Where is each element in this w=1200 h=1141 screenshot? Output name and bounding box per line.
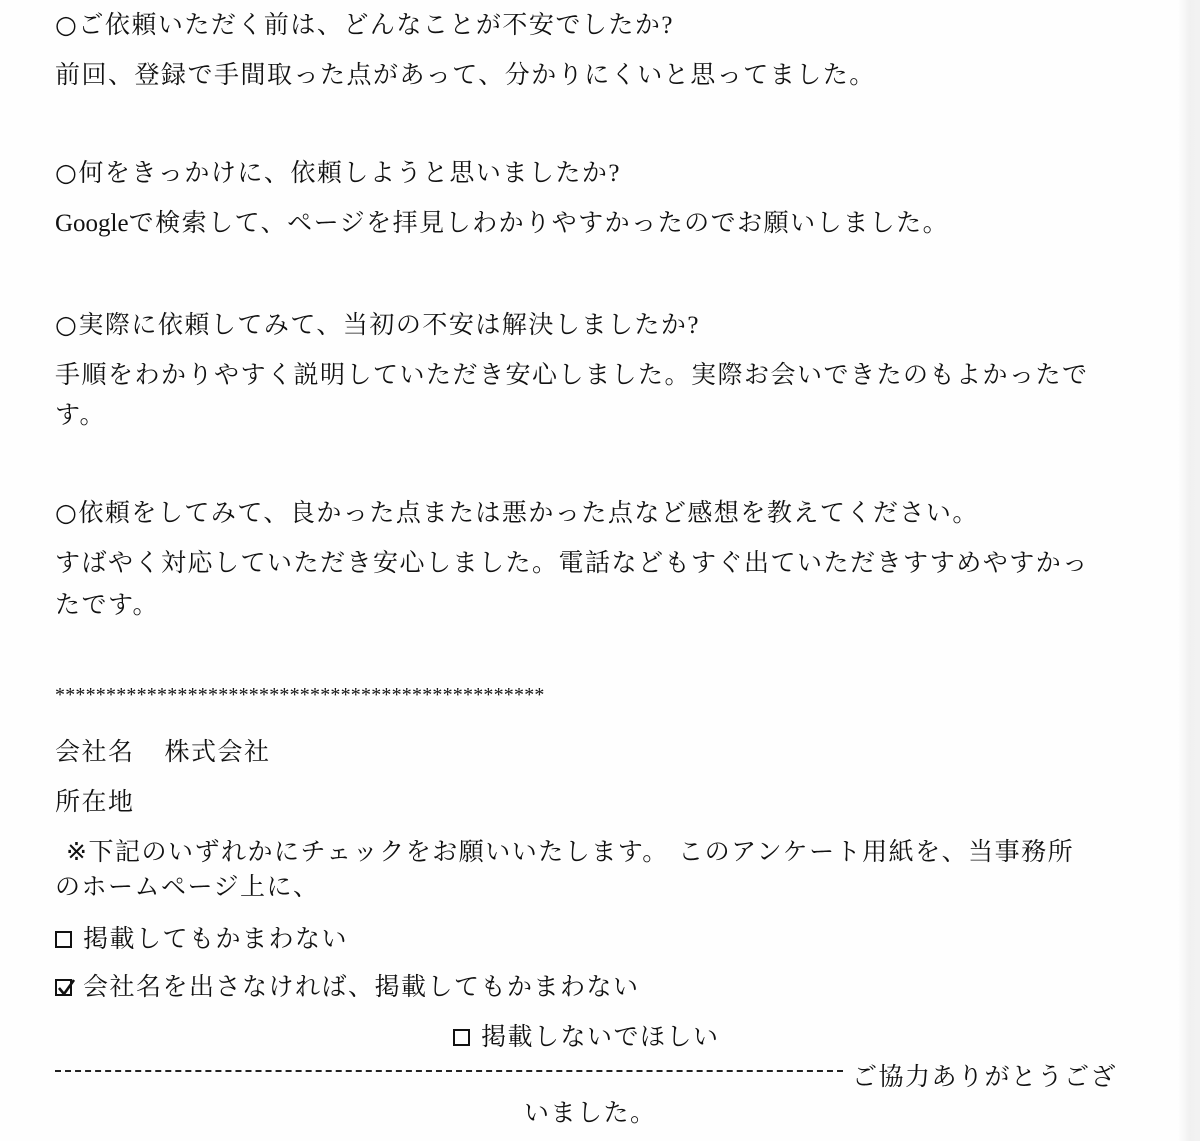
answer-2-line-1 bbox=[55, 208, 949, 239]
answer-3-line-1: 手順をわかりやすく説明していただき安心しました。実際お会いできたのもよかったで bbox=[55, 360, 1089, 389]
question-4: ○依頼をしてみて、良かった点または悪かった点など感想を教えてください。 bbox=[55, 498, 979, 527]
question-2 bbox=[55, 158, 619, 189]
address-label: 所在地 bbox=[55, 787, 135, 816]
question-2-mark: ? bbox=[608, 160, 620, 187]
option-3 bbox=[453, 1022, 720, 1052]
option-1 bbox=[55, 924, 348, 954]
question-3-mark: ? bbox=[687, 312, 699, 339]
answer-4-line-2: たです。 bbox=[55, 590, 160, 619]
answer-3-line-2: す。 bbox=[55, 400, 107, 429]
option-1-label: 掲載してもかまわない bbox=[83, 924, 349, 953]
closing-line-1: ご協力ありがとうござ bbox=[852, 1062, 1118, 1091]
question-3-text: ○実際に依頼してみて、当初の不安は解決しましたか bbox=[55, 310, 688, 339]
answer-2-google: Google bbox=[55, 210, 129, 237]
question-1-text: ○ご依頼いただく前は、どんなことが不安でしたか bbox=[55, 10, 662, 39]
question-3 bbox=[55, 310, 698, 341]
company-row bbox=[55, 737, 271, 767]
option-2-checkbox[interactable] bbox=[55, 979, 72, 996]
asterisk-separator: ************************************************ bbox=[55, 684, 545, 706]
option-2-label: 会社名を出さなければ、掲載してもかまわない bbox=[83, 972, 640, 1001]
notice-line-2: のホームページ上に、 bbox=[55, 872, 320, 901]
company-label: 会社名 bbox=[55, 737, 135, 766]
answer-2-text: で検索して、ページを拝見しわかりやすかったのでお願いしました。 bbox=[128, 208, 950, 237]
question-1-mark: ? bbox=[661, 12, 673, 39]
option-2 bbox=[55, 972, 640, 1002]
closing-line-2: いました。 bbox=[524, 1098, 657, 1127]
scan-edge-shadow bbox=[1178, 0, 1200, 1141]
company-value: 株式会社 bbox=[164, 737, 271, 766]
question-2-text: ○何をきっかけに、依頼しようと思いましたか bbox=[55, 158, 609, 187]
check-mark-icon bbox=[56, 978, 76, 998]
question-1 bbox=[55, 10, 672, 41]
notice-line-1: ※下記のいずれかにチェックをお願いいたします。 このアンケート用紙を、当事務所 bbox=[66, 837, 1075, 866]
option-1-checkbox[interactable] bbox=[55, 931, 72, 948]
option-3-label: 掲載しないでほしい bbox=[481, 1022, 720, 1051]
option-3-checkbox[interactable] bbox=[453, 1029, 470, 1046]
dashed-rule bbox=[55, 1070, 843, 1072]
answer-4-line-1: すばやく対応していただき安心しました。電話などもすぐ出ていただきすすめやすかっ bbox=[55, 548, 1089, 577]
answer-1-line-1: 前回、登録で手間取った点があって、分かりにくいと思ってました。 bbox=[55, 60, 876, 89]
